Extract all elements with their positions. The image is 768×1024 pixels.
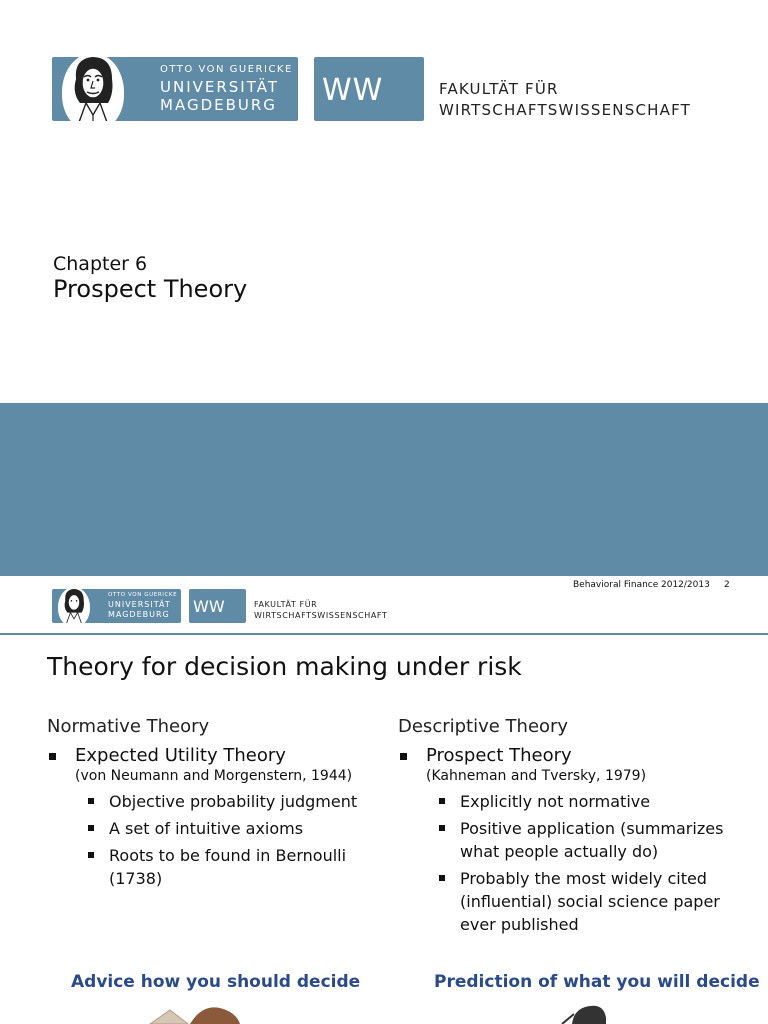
uni-line2: UNIVERSITÄT xyxy=(160,78,279,96)
uni-line1-small: OTTO VON GUERICKE xyxy=(108,592,178,598)
faculty-line1: FAKULTÄT FÜR xyxy=(439,80,559,98)
advice-right: Prediction of what you will decide xyxy=(434,972,760,992)
header-rule xyxy=(0,633,768,635)
course-name: Behavioral Finance xyxy=(573,580,659,590)
ww-text: WW xyxy=(322,73,384,108)
sub-bullet: Explicitly not normative xyxy=(398,790,758,813)
bullet-item: Prospect Theory xyxy=(398,745,758,766)
guericke-portrait-small-icon xyxy=(58,589,90,623)
column-heading: Normative Theory xyxy=(47,716,210,737)
university-logo xyxy=(52,57,298,121)
ww-logo xyxy=(314,57,424,121)
ww-text-small: WW xyxy=(193,597,225,616)
citation: (Kahneman and Tversky, 1979) xyxy=(426,768,647,784)
portrait-icon xyxy=(62,57,124,121)
citation: (von Neumann and Morgenstern, 1944) xyxy=(75,768,353,784)
slide-heading: Theory for decision making under risk xyxy=(47,652,522,681)
sub-bullet: Probably the most widely cited (influential) social science paper ever published xyxy=(398,867,738,936)
uni-line3: MAGDEBURG xyxy=(160,96,277,114)
uni-line1: OTTO VON GUERICKE xyxy=(160,64,293,75)
sub-bullet: Objective probability judgment xyxy=(47,790,407,813)
normative-column xyxy=(47,716,407,894)
uni-line2-small: UNIVERSITÄT xyxy=(108,600,171,609)
portrait-icon-small xyxy=(58,589,90,623)
faculty-line2-small: WIRTSCHAFTSWISSENSCHAFT xyxy=(254,611,388,620)
person-illustration-left xyxy=(140,1002,250,1024)
content-slide xyxy=(0,576,768,1024)
university-logo-small xyxy=(52,589,181,623)
descriptive-column xyxy=(398,716,758,940)
bullet-item: Expected Utility Theory xyxy=(47,745,407,766)
chapter-label: Chapter 6 xyxy=(53,253,148,275)
person-illustration-right xyxy=(560,1002,640,1024)
title-band xyxy=(0,403,768,576)
sub-bullet: Roots to be found in Bernoulli (1738) xyxy=(47,844,367,890)
column-heading: Descriptive Theory xyxy=(398,716,569,737)
faculty-line2: WIRTSCHAFTSWISSENSCHAFT xyxy=(439,101,691,119)
sub-bullet: A set of intuitive axioms xyxy=(47,817,407,840)
page-number: 2 xyxy=(724,580,730,590)
ww-logo-small xyxy=(189,589,246,623)
uni-line3-small: MAGDEBURG xyxy=(108,610,170,619)
slide-title: Prospect Theory xyxy=(53,275,248,303)
guericke-portrait-icon xyxy=(62,57,124,121)
faculty-line1-small: FAKULTÄT FÜR xyxy=(254,600,318,609)
advice-left: Advice how you should decide xyxy=(71,972,361,992)
term-label: 2012/2013 xyxy=(661,580,710,590)
sub-bullet: Positive application (summarizes what people actually do) xyxy=(398,817,738,863)
